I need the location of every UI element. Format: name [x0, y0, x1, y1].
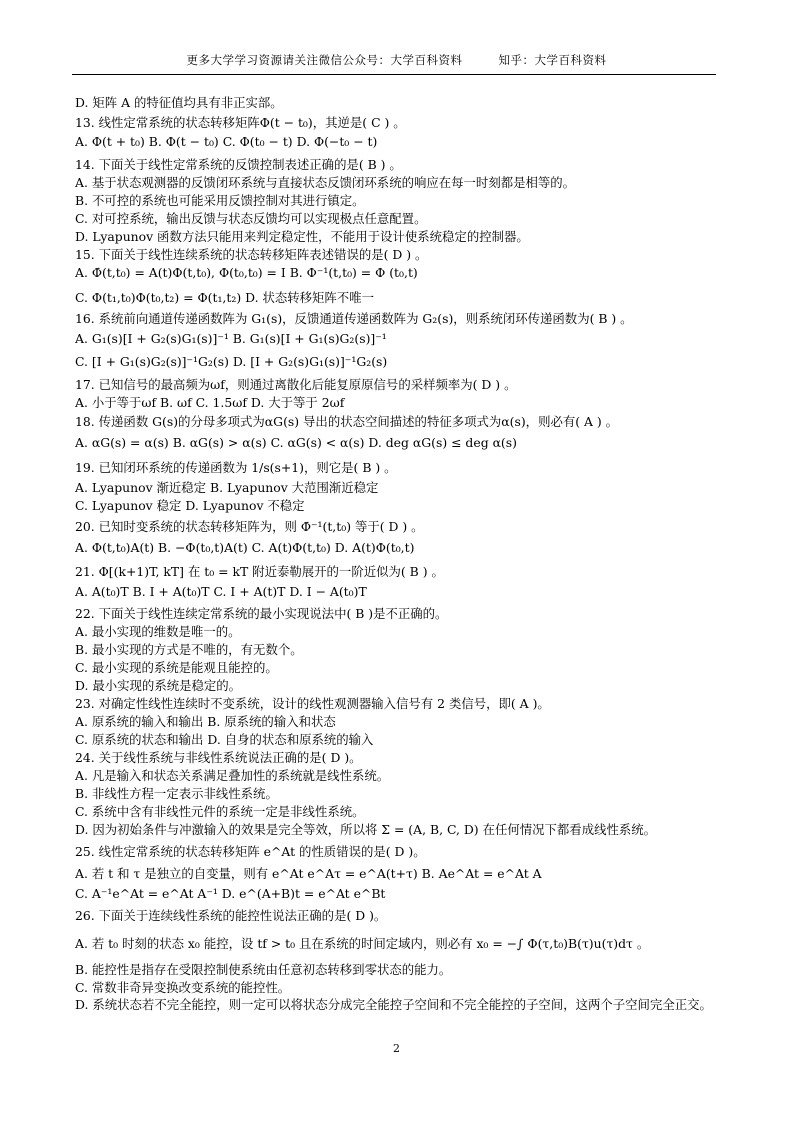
options-18: A. αG(s) = α(s) B. αG(s) > α(s) C. αG(s) < α(s) D. deg αG(s) ≤ deg α(s): [75, 435, 517, 450]
header-rule: [72, 74, 716, 75]
options-20: A. Φ(t,t₀)A(t) B. −Φ(t₀,t)A(t) C. A(t)Φ(t,t₀) D. A(t)Φ(t₀,t): [75, 540, 415, 555]
question-16: 16. 系统前向通道传递函数阵为 G₁(s)，反馈通道传递函数阵为 G₂(s)，则系统闭环传递函数为( B ) 。: [75, 311, 633, 326]
question-15: 15. 下面关于线性连续系统的状态转移矩阵表述错误的是( D ) 。: [75, 247, 428, 262]
option-14d: D. Lyapunov 函数方法只能用来判定稳定性，不能用于设计使系统稳定的控制器。: [75, 229, 529, 244]
question-26: 26. 下面关于连续线性系统的能控性说法正确的是( D )。: [75, 908, 387, 923]
option-14c: C. 对可控系统，输出反馈与状态反馈均可以实现极点任意配置。: [75, 211, 427, 226]
option-22a: A. 最小实现的维数是唯一的。: [75, 624, 241, 639]
question-25: 25. 线性定常系统的状态转移矩阵 e^At 的性质错误的是( D )。: [75, 844, 426, 859]
option-22d: D. 最小实现的系统是稳定的。: [75, 678, 242, 693]
page-number: 2: [393, 1042, 400, 1055]
question-17: 17. 已知信号的最高频为ωf，则通过离散化后能复原原信号的采样频率为( D ) 。: [75, 377, 517, 392]
option-14a: A. 基于状态观测器的反馈闭环系统与直接状态反馈闭环系统的响应在每一时刻都是相等的。: [75, 175, 576, 190]
question-20: 20. 已知时变系统的状态转移矩阵为，则 Φ̇⁻¹(t,t₀) 等于( D ) 。: [75, 519, 424, 534]
question-19: 19. 已知闭环系统的传递函数为 1/s(s+1)，则它是( B ) 。: [75, 460, 397, 475]
question-21: 21. Φ[(k+1)T, kT] 在 t₀ = kT 附近泰勒展开的一阶近似为( B ) 。: [75, 564, 444, 579]
option-22b: B. 最小实现的方式是不唯的，有无数个。: [75, 642, 303, 657]
options-13: A. Φ(t + t₀) B. Φ(t − t₀) C. Φ(t₀ − t) D. Φ(−t₀ − t): [75, 134, 378, 149]
question-13: 13. 线性定常系统的状态转移矩阵Φ(t − t₀)，其逆是( C ) 。: [75, 115, 406, 130]
header-left-text: 更多大学学习资源请关注微信公众号：大学百科资料: [186, 53, 463, 67]
options-19ab: A. Lyapunov 渐近稳定 B. Lyapunov 大范围渐近稳定: [75, 480, 379, 495]
text-line: D. 矩阵 A 的特征值均具有非正实部。: [75, 95, 283, 110]
option-22c: C. 最小实现的系统是能观且能控的。: [75, 660, 278, 675]
options-17: A. 小于等于ωf B. ωf C. 1.5ωf D. 大于等于 2ωf: [75, 395, 345, 410]
option-24c: C. 系统中含有非线性元件的系统一定是非线性系统。: [75, 804, 365, 819]
question-14: 14. 下面关于线性定常系统的反馈控制表述正确的是( B ) 。: [75, 157, 402, 172]
option-26a: A. 若 t₀ 时刻的状态 x₀ 能控，设 tf > t₀ 且在系统的时间定域内，则必有 x₀ = −∫ Φ(τ,t₀)B(τ)u(τ)dτ 。: [75, 936, 650, 951]
page-header: [0, 52, 793, 68]
header-right-text: 知乎：大学百科资料: [498, 53, 607, 67]
options-16cd: C. [I + G₁(s)G₂(s)]⁻¹G₂(s) D. [I + G₂(s)G₁(s)]⁻¹G₂(s): [75, 354, 388, 369]
options-15ab: A. Φ̇(t,t₀) = A(t)Φ(t,t₀), Φ(t₀,t₀) = I B. Φ⁻¹(t,t₀) = Φ (t₀,t): [75, 265, 418, 280]
option-24b: B. 非线性方程一定表示非线性系统。: [75, 786, 278, 801]
options-23cd: C. 原系统的状态和输出 D. 自身的状态和原系统的输入: [75, 732, 374, 747]
option-26b: B. 能控性是指存在受限控制使系统由任意初态转移到零状态的能力。: [75, 962, 452, 977]
option-26c: C. 常数非奇异变换改变系统的能控性。: [75, 980, 291, 995]
option-24a: A. 凡是输入和状态关系满足叠加性的系统就是线性系统。: [75, 768, 390, 783]
options-25ab: A. 若 t 和 τ 是独立的自变量，则有 e^At e^Aτ = e^A(t+τ) B. Ae^At = e^At A: [75, 866, 542, 881]
options-21: A. A(t₀)T B. I + A(t₀)T C. I + A(t)T D. I − A(t₀)T: [75, 584, 367, 599]
question-23: 23. 对确定性线性连续时不变系统，设计的线性观测器输入信号有 2 类信号，即( A )。: [75, 696, 550, 711]
option-26d: D. 系统状态若不完全能控，则一定可以将状态分成完全能控子空间和不完全能控的子空间，这两个子空间完全正交。: [75, 997, 712, 1012]
option-14b: B. 不可控的系统也可能采用反馈控制对其进行镇定。: [75, 193, 365, 208]
options-25cd: C. A⁻¹e^At = e^At A⁻¹ D. e^(A+B)t = e^At e^Bt: [75, 886, 386, 901]
question-body: [75, 93, 735, 1014]
question-22: 22. 下面关于线性连续定常系统的最小实现说法中( B )是不正确的。: [75, 606, 448, 621]
options-19cd: C. Lyapunov 稳定 D. Lyapunov 不稳定: [75, 498, 305, 513]
options-15cd: C. Φ(t₁,t₀)Φ(t₀,t₂) = Φ(t₁,t₂) D. 状态转移矩阵不唯一: [75, 290, 374, 305]
question-18: 18. 传递函数 G(s)的分母多项式为αG(s) 导出的状态空间描述的特征多项式为α(s)，则必有( A ) 。: [75, 414, 619, 429]
options-23ab: A. 原系统的输入和输出 B. 原系统的输入和状态: [75, 714, 336, 729]
option-24d: D. 因为初始条件与冲激输入的效果是完全等效，所以将 Σ = (A, B, C, D) 在任何情况下都看成线性系统。: [75, 822, 657, 837]
options-16ab: A. G₁(s)[I + G₂(s)G₁(s)]⁻¹ B. G₁(s)[I + G₁(s)G₂(s)]⁻¹: [75, 331, 387, 346]
question-24: 24. 关于线性系统与非线性系统说法正确的是( D )。: [75, 750, 362, 765]
